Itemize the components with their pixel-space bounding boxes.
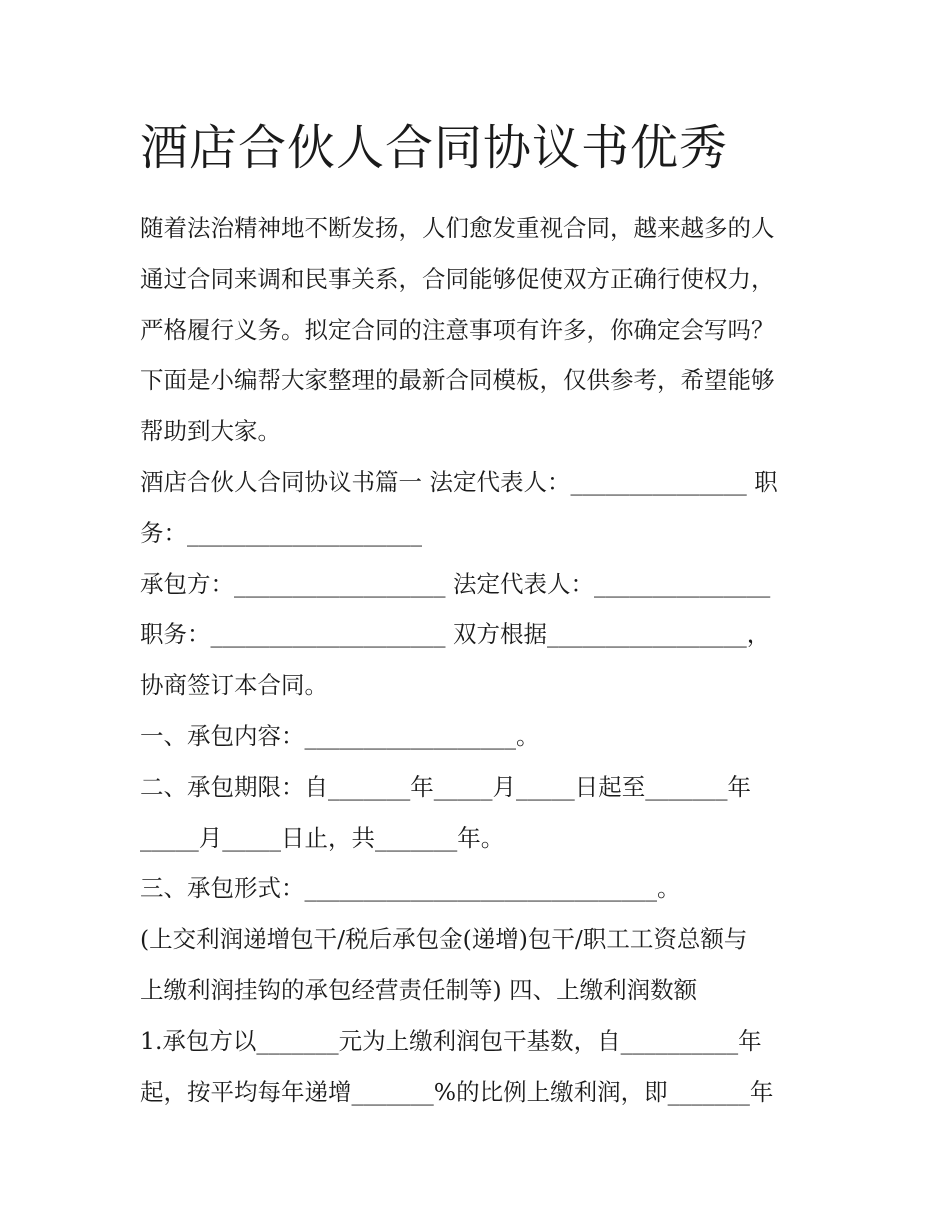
body-line: 务：____________________ — [140, 518, 422, 547]
body-line: 酒店合伙人合同协议书篇一 法定代表人：_______________ 职 — [140, 467, 778, 496]
body-line: 一、承包内容：__________________。 — [140, 721, 540, 750]
body-line: (上交利润递增包干/税后承包金(递增)包干/职工工资总额与 — [140, 925, 748, 954]
document-body — [140, 203, 820, 1117]
document-title: 酒店合伙人合同协议书优秀 — [140, 120, 729, 176]
body-line: 三、承包形式：______________________________。 — [140, 874, 681, 903]
document-page — [140, 118, 820, 1117]
body-line: 1.承包方以_______元为上缴利润包干基数，自__________年 — [140, 1026, 762, 1055]
body-line: 起，按平均每年递增_______%的比例上缴利润，即_______年 — [140, 1077, 774, 1106]
body-line: _____月_____日止，共_______年。 — [140, 823, 505, 852]
body-line: 承包方：__________________ 法定代表人：_______________ — [140, 569, 771, 598]
body-line: 通过合同来调和民事关系，合同能够促使双方正确行使权力， — [140, 264, 775, 293]
body-line: 职务：____________________ 双方根据_________________， — [140, 620, 771, 649]
body-line: 下面是小编帮大家整理的最新合同模板，仅供参考，希望能够 — [140, 366, 775, 395]
body-line: 随着法治精神地不断发扬，人们愈发重视合同，越来越多的人 — [140, 214, 775, 242]
body-line: 二、承包期限：自_______年_____月_____日起至_______年 — [140, 772, 751, 801]
body-line: 上缴利润挂钩的承包经营责任制等) 四、上缴利润数额 — [140, 975, 698, 1004]
body-line: 严格履行义务。拟定合同的注意事项有许多，你确定会写吗？ — [140, 315, 775, 344]
body-line: 协商签订本合同。 — [140, 671, 328, 700]
body-line: 帮助到大家。 — [140, 417, 281, 446]
